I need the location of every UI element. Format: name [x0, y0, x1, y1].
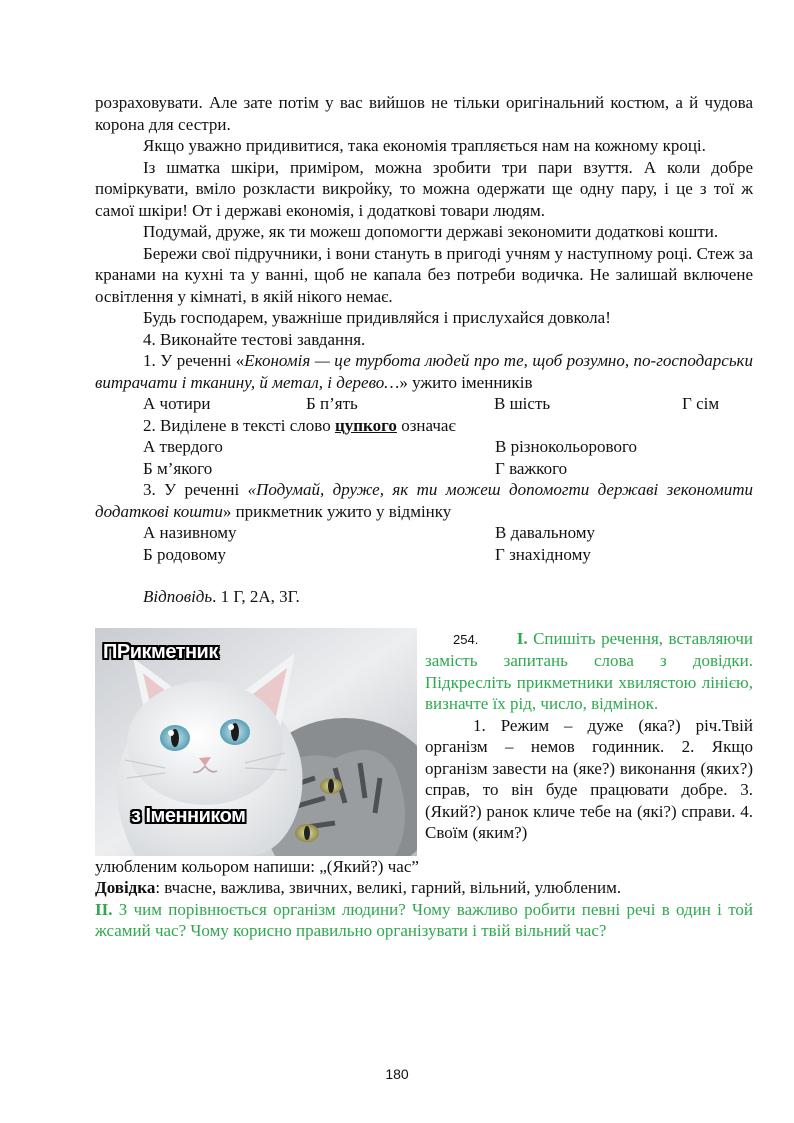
part-two-questions: З чим порівнюється організм людини? Чому важливо робити певні речі в один і той жсамий час? Чому корисно правильно організувати і твій вільний час?: [95, 899, 753, 940]
paragraph-3: Із шматка шкіри, приміром, можна зробити три пари взуття. А коли добре поміркувати, вміло розкласти викройку, то можна одержати ще одну пару, і це з тої ж самої шкіри! От і державі економія, і додаткові товари людям.: [95, 157, 753, 220]
exercise-254-instruction: 254. І. Спишіть речення, вставляючи замість запитань слова з довідки. Підкресліть прикметники хвилястою лінією, визначте їх рід, число, відмінок.: [425, 628, 754, 713]
option: В різнокольорового: [495, 437, 637, 456]
hint-words: : вчасне, важлива, звичних, великі, гарний, вільний, улюбленим.: [155, 878, 622, 897]
paragraph-4: Подумай, друже, як ти можеш допомогти державі зекономити додаткові кошти.: [143, 222, 719, 241]
paragraph-1: розраховувати. Але зате потім у вас вийшов не тільки оригінальний костюм, а й чудова корона для сестри.: [95, 93, 753, 134]
part-one-marker: І.: [516, 628, 528, 648]
question-1-options: [95, 393, 753, 415]
option: А чотири: [143, 394, 211, 413]
answer-value: . 1 Г, 2А, 3Г.: [212, 587, 300, 606]
exercise-254-side-text: [425, 628, 753, 856]
cats-image: [95, 628, 417, 856]
hint-label: Довідка: [95, 878, 156, 897]
option: Г сім: [682, 394, 720, 413]
question-2-options-row-2: [95, 458, 753, 480]
image-label-top: ПРикметник: [103, 640, 218, 663]
option: Б п’ять: [306, 394, 358, 413]
hint-line: [95, 877, 753, 899]
exercise-254-block: [95, 628, 753, 856]
question-3: 3. У реченні «Подумай, друже, як ти можеш допомогти державі зекономити додаткові кошти» прикметник ужито у відмінку: [95, 480, 754, 521]
option: Б родовому: [143, 544, 227, 564]
exercise-number: 254.: [453, 631, 479, 647]
exercise-254-sentences-continued: улюбленим кольором напиши: „(Який?) час”: [95, 856, 419, 876]
paragraph-6: Будь господарем, уважніше придивляйся і прислухайся довкола!: [143, 308, 611, 327]
option: Г важкого: [495, 458, 568, 478]
option: Г знахідному: [495, 544, 591, 564]
option: В шість: [494, 394, 551, 413]
paragraph-2: Якщо уважно придивитися, така економія трапляється нам на кожному кроці.: [143, 136, 706, 155]
answer-label: Відповідь: [143, 587, 213, 606]
image-label-bottom: з Іменником: [131, 804, 246, 827]
question-2: 2. Виділене в тексті слово цупкого означає: [143, 415, 456, 435]
option: А називному: [143, 523, 237, 542]
page-number: 180: [385, 1066, 409, 1082]
text-body: [95, 92, 753, 942]
question-3-options-row-1: [95, 522, 753, 544]
question-3-quote: «Подумай, друже, як ти можеш допомогти державі зекономити додаткові кошти: [95, 480, 754, 521]
question-3-options-row-2: [95, 544, 753, 566]
paragraph-5: Бережи свої підручники, і вони стануть в пригоді учням у наступному році. Стеж за кранами на кухні та у ванні, щоб не капала без потреби водичка. Не залишай включене освітлення у кімнаті, в якій нікого немає.: [95, 243, 753, 306]
highlighted-word: цупкого: [334, 415, 397, 435]
part-two-marker: ІІ.: [95, 899, 113, 919]
answer-line: [95, 586, 753, 608]
question-1: 1. У реченні «Економія — це турбота людей про те, щоб розумно, по-господарськи витрачати і тканину, й метал, і дерево…» ужито іменників: [95, 351, 754, 392]
option: А твердого: [143, 437, 223, 456]
part-two: [95, 899, 753, 942]
task-heading: 4. Виконайте тестові завдання.: [143, 329, 366, 349]
question-2-options-row-1: [95, 436, 753, 458]
option: В давальному: [495, 523, 596, 542]
exercise-254-sentences: 1. Режим – дуже (яка?) річ.Твій організм – немов годинник. 2. Якщо організм завести на (яке?) виконання (яких?) справ, то він буде працювати добре. 3. (Який?) ранок кличе тебе на (які?) справи. 4. Своїм (яким?): [425, 715, 753, 842]
option: Б м’якого: [143, 458, 213, 478]
question-1-quote: Економія — це турбота людей про те, щоб розумно, по-господарськи витрачати і тканину, й метал, і дерево…: [95, 351, 754, 392]
